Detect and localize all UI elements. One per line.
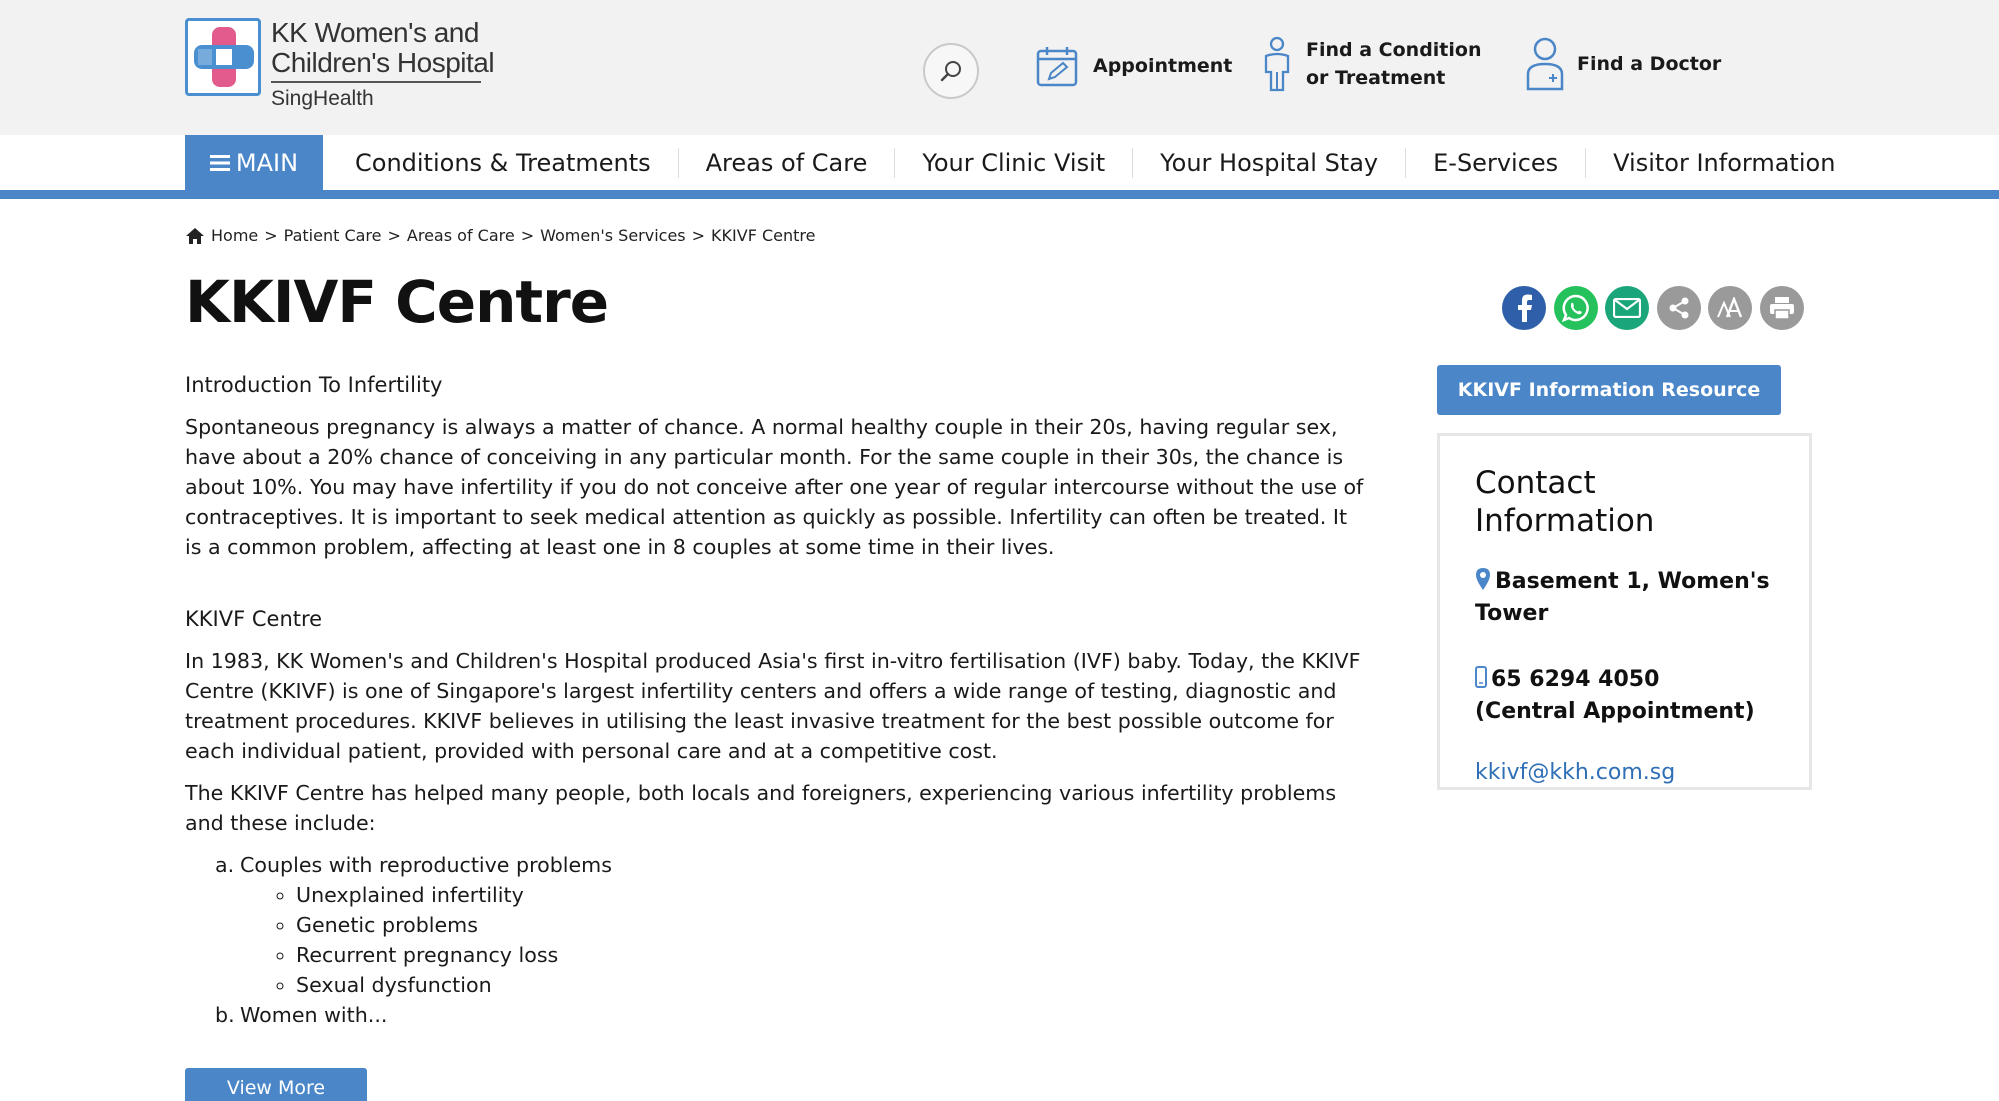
main-menu-button[interactable] bbox=[185, 135, 323, 190]
font-size-icon[interactable] bbox=[1708, 286, 1752, 330]
search-icon bbox=[938, 58, 964, 84]
contact-email-link[interactable]: kkivf@kkh.com.sg bbox=[1475, 760, 1676, 785]
sub-list-item: ◦ Unexplained infertility bbox=[296, 880, 1365, 910]
map-pin-icon bbox=[1475, 567, 1491, 591]
list-item bbox=[215, 1000, 1365, 1030]
sub-list bbox=[240, 880, 1365, 1000]
mobile-phone-icon bbox=[1475, 666, 1487, 688]
nav-underline bbox=[0, 190, 1999, 199]
whatsapp-icon[interactable] bbox=[1554, 286, 1598, 330]
calendar-edit-icon bbox=[1035, 44, 1081, 88]
kkivf-information-resource-button[interactable]: KKIVF Information Resource bbox=[1437, 365, 1781, 415]
main-content bbox=[185, 370, 1365, 1030]
breadcrumb-separator: > bbox=[691, 226, 706, 245]
list-item-text: Women with... bbox=[240, 1003, 388, 1027]
nav-conditions-treatments[interactable]: Conditions & Treatments bbox=[328, 148, 679, 178]
page-title: KKIVF Centre bbox=[185, 268, 609, 336]
share-icon[interactable] bbox=[1657, 286, 1701, 330]
section-heading-intro: Introduction To Infertility bbox=[185, 373, 443, 397]
person-icon bbox=[1260, 36, 1294, 92]
logo-name-line2: Children's Hospital bbox=[271, 47, 495, 78]
share-toolbar bbox=[1502, 286, 1811, 330]
sub-list-item: ◦ Recurrent pregnancy loss bbox=[296, 940, 1365, 970]
logo-divider bbox=[271, 81, 481, 83]
main-menu-label: MAIN bbox=[235, 148, 299, 177]
logo-subtitle: SingHealth bbox=[271, 87, 374, 110]
find-condition-label-2: or Treatment bbox=[1306, 67, 1446, 89]
contact-phone bbox=[1475, 664, 1774, 728]
contact-title: Contact Information bbox=[1475, 465, 1655, 539]
kkivf-paragraph-1: In 1983, KK Women's and Children's Hospital produced Asia's first in-vitro fertilisation (IVF) baby. Today, the KKIVF Centre (KKIVF) is one of Singapore's largest infertility centers and offers a wide range of testing, diagnostic and treatment procedures. KKIVF believes in utilising the least invasive treatment for the best possible outcome for each individual patient, provided with personal care and at a competitive cost. bbox=[185, 649, 1361, 763]
facebook-icon[interactable] bbox=[1502, 286, 1546, 330]
sub-list-item: ◦ Genetic problems bbox=[296, 910, 1365, 940]
nav-your-hospital-stay[interactable]: Your Hospital Stay bbox=[1133, 148, 1406, 178]
logo-name-line1: KK Women's and bbox=[271, 17, 479, 48]
doctor-icon bbox=[1525, 36, 1565, 92]
intro-paragraph: Spontaneous pregnancy is always a matter of chance. A normal healthy couple in their 20s, having regular sex, have about a 20% chance of conceiving in any particular month. For the same couple in their 30s, the chance is about 10%. You may have infertility if you do not conceive after one year of regular intercourse without the use of contraceptives. It is important to seek medical attention as quickly as possible. Infertility can often be treated. It is a common problem, affecting at least one in 8 couples at some time in their lives. bbox=[185, 415, 1364, 559]
contact-information-panel bbox=[1437, 433, 1812, 790]
nav-areas-of-care[interactable]: Areas of Care bbox=[679, 148, 896, 178]
appointment-link[interactable] bbox=[1035, 44, 1232, 88]
phone-number[interactable]: 65 6294 4050 bbox=[1491, 667, 1660, 692]
email-icon[interactable] bbox=[1605, 286, 1649, 330]
find-condition-link[interactable] bbox=[1260, 36, 1481, 92]
hospital-logo[interactable] bbox=[185, 18, 494, 111]
list-marker: b. bbox=[215, 1003, 235, 1027]
list-item-text: Couples with reproductive problems bbox=[240, 853, 612, 877]
home-icon[interactable] bbox=[185, 227, 205, 245]
nav-visitor-information[interactable]: Visitor Information bbox=[1613, 148, 1836, 177]
section-heading-kkivf: KKIVF Centre bbox=[185, 607, 323, 631]
sub-list-item: ◦ Sexual dysfunction bbox=[296, 970, 1365, 1000]
breadcrumb-home[interactable]: Home bbox=[211, 226, 259, 245]
kkivf-paragraph-2: The KKIVF Centre has helped many people, both locals and foreigners, experiencing various infertility problems and these include: bbox=[185, 781, 1337, 835]
breadcrumb-separator: > bbox=[520, 226, 535, 245]
breadcrumb bbox=[185, 226, 815, 245]
search-button[interactable] bbox=[923, 43, 979, 99]
header-bar bbox=[0, 0, 1999, 135]
breadcrumb-separator: > bbox=[264, 226, 278, 245]
address-line-2: Tower bbox=[1475, 601, 1549, 626]
main-nav bbox=[0, 135, 1999, 190]
appointment-label: Appointment bbox=[1093, 55, 1233, 77]
find-doctor-label: Find a Doctor bbox=[1577, 53, 1722, 75]
list-marker: a. bbox=[215, 853, 235, 877]
list-item bbox=[215, 850, 1365, 1000]
problems-list bbox=[185, 850, 1365, 1030]
breadcrumb-womens-services[interactable]: Women's Services bbox=[540, 226, 686, 245]
breadcrumb-separator: > bbox=[387, 226, 401, 245]
contact-address bbox=[1475, 566, 1774, 630]
breadcrumb-areas-of-care[interactable]: Areas of Care bbox=[406, 226, 515, 245]
nav-e-services[interactable]: E-Services bbox=[1406, 148, 1586, 178]
view-more-button[interactable]: View More bbox=[185, 1068, 367, 1101]
breadcrumb-patient-care[interactable]: Patient Care bbox=[283, 226, 382, 245]
print-icon[interactable] bbox=[1760, 286, 1804, 330]
logo-cross-icon bbox=[185, 18, 261, 96]
address-line-1: Basement 1, Women's bbox=[1495, 569, 1770, 594]
find-doctor-link[interactable] bbox=[1525, 36, 1721, 92]
find-condition-label-1: Find a Condition bbox=[1306, 39, 1482, 61]
breadcrumb-current: KKIVF Centre bbox=[711, 226, 816, 245]
hamburger-icon bbox=[210, 154, 230, 172]
nav-your-clinic-visit[interactable]: Your Clinic Visit bbox=[895, 148, 1133, 178]
phone-note: (Central Appointment) bbox=[1475, 699, 1755, 724]
